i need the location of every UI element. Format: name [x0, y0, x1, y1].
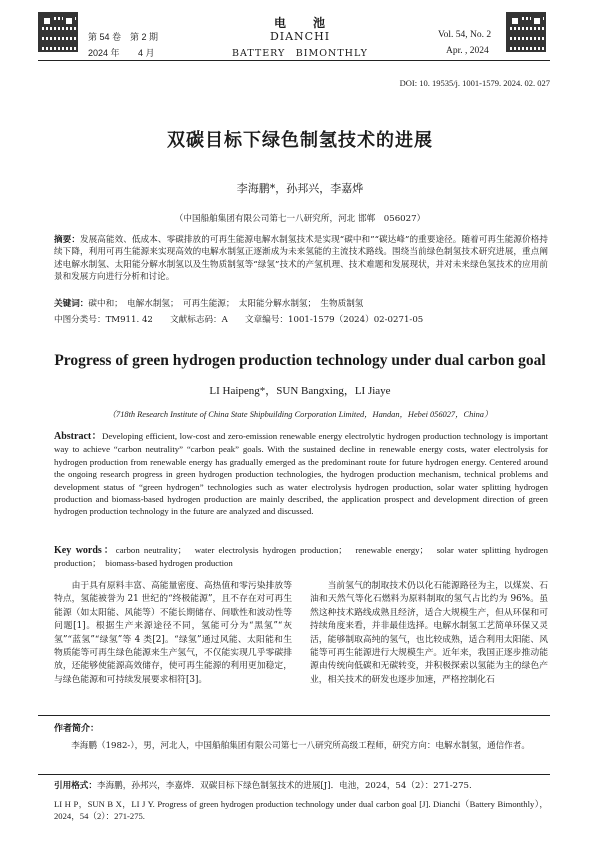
abstract-cn — [54, 234, 548, 284]
classification-cn: 中图分类号：TM911. 42 文献标志码：A 文章编号：1001-1579（2024）02-0271-05 — [54, 315, 424, 325]
keywords-cn-label: 关键词： — [54, 299, 89, 309]
body-column-right: 当前氢气的制取技术仍以化石能源路径为主，以煤炭、石油和天然气等化石燃料为原料制取的氢气占比约为 96%。虽然这种技术路线成熟且经济，适合大规模生产，但从环保和可持续角度来看，并非最佳选择。电解水制氢工艺简单环保又灵活，能够制取高纯的氢气，也比较成熟，适合利用太阳能、风能等可再生能源进行大规模生产。近年来，我国正逐步推动能源由传统向低碳和无碳转变，并积极探索以氢能为主的绿色产业，相关技术的研发也逐步加速，严格控制化石 — [310, 581, 548, 685]
abstract-en-text: Developing efficient, low-cost and zero-emission renewable energy electrolytic hydrogen production technology is important way to achieve “carbon neutrality” “carbon peak” goals. With the sustained decline in renewable energy costs, water electrolysis for hydrogen production from renewable energy has gradually emerged as the predominant route for future hydrogen energy. Centered around the ongoing research progress in green hydrogen production technologies, the hydrogen production mechanism, technical problems and development status of “green hydrogen” technologies such as water electrolysis hydrogen production, solar water splitting hydrogen production and biomass-based hydrogen production are mainly described, the application prospect and development direction of green hydrogen production technology in the future are analyzed and discussed. — [54, 431, 548, 517]
keywords-cn-text: 碳中和； 电解水制氢； 可再生能源； 太阳能分解水制氢； 生物质制氢 — [88, 299, 364, 309]
citation-rule — [38, 774, 550, 775]
citation-cn — [54, 780, 548, 792]
affiliation-en: （718th Research Institute of China State Shipbuilding Corporation Limited，Handan，Hebei 056027，China） — [107, 410, 493, 419]
header-volume-en: Vol. 54, No. 2 — [438, 30, 492, 40]
header-year-cn: 2024 年 — [88, 48, 120, 58]
keywords-cn — [54, 298, 548, 310]
doi: DOI: 10. 19535/j. 1001-1579. 2024. 02. 027 — [399, 78, 550, 88]
paper-title-cn: 双碳目标下绿色制氢技术的进展 — [167, 130, 433, 151]
footnote-rule — [38, 715, 550, 716]
author-info: 李海鹏（1982-），男，河北人，中国船舶集团有限公司第七一八研究所高级工程师，研究方向：电解水制氢，通信作者。 — [71, 741, 530, 751]
qr-code-right — [506, 12, 546, 52]
header-issue-cn: 第 2 期 — [130, 32, 159, 42]
header-volume-cn: 第 54 卷 — [88, 32, 122, 42]
author-info-label: 作者简介： — [54, 724, 100, 734]
journal-subtitle-en: BATTERY BIMONTHLY — [232, 48, 368, 59]
affiliation-cn: （中国船舶集团有限公司第七一八研究所，河北 邯郸 056027） — [174, 214, 426, 224]
abstract-cn-text: 发展高能效、低成本、零碳排放的可再生能源电解水制氢技术是实现“碳中和”“碳达峰”的重要途径。随着可再生能源价格持续下降，利用可再生能源来实现高效的电解水制氢正逐渐成为未来氢能的主流技术路线。围绕当前绿色制氢技术研究进展，重点阐述电解水制氢、太阳能分解水制氢以及生物质制氢等“绿氢”技术的产氢机理、技术难题和发展现状，并对未来绿色氢技术的应用前景和发展方向进行分析和讨论。 — [54, 235, 548, 283]
citation-cn-text: 李海鹏，孙邦兴，李嘉烨．双碳目标下绿色制氢技术的进展[J]．电池，2024，54（2）：271-275. — [96, 781, 472, 791]
qr-code-left — [38, 12, 78, 52]
authors-cn: 李海鹏*，孙邦兴，李嘉烨 — [236, 182, 364, 195]
journal-title-en: DIANCHI — [269, 30, 331, 43]
citation-en: LI H P，SUN B X，LI J Y. Progress of green hydrogen production technology under dual carbon goal [J]. Dianchi（Battery Bimonthly），2024，54（2）：271-275. — [54, 799, 548, 822]
citation-cn-label: 引用格式： — [54, 781, 97, 791]
body-column-left: 由于具有原料丰富、高能量密度、高热值和零污染排放等特点，氢能被誉为 21 世纪的“终极能源”，且不存在对可再生能源（如太阳能、风能等）不能长期储存、间歇性和波动性等问题[1]。根据生产来源途径不同，氢能可分为“黑氢”“灰氢”“蓝氢”“绿氢”等 4 类[2]。“绿氢”通过风能、太阳能和生物质能等可再生绿色能源来生产氢气，不仅能实现几乎零碳排放，还能够使能源高效储存，使可再生能源的利用更加稳定，与绿色能源和可持续发展要求相符[3]。 — [54, 581, 292, 685]
header-month-cn: 4 月 — [138, 48, 155, 58]
authors-en: LI Haipeng*，SUN Bangxing，LI Jiaye — [209, 385, 391, 397]
abstract-en-label: Abstract： — [54, 431, 103, 442]
paper-title-en: Progress of green hydrogen production technology under dual carbon goal — [54, 352, 546, 369]
keywords-en-text: carbon neutrality； water electrolysis hydrogen production； renewable energy； solar water splitting hydrogen production； biomass-based hydrogen production — [54, 545, 548, 569]
header-rule — [38, 60, 550, 61]
journal-title-cn: 电 池 — [273, 16, 326, 30]
keywords-en — [54, 544, 548, 570]
abstract-en — [54, 430, 548, 518]
abstract-cn-label: 摘要： — [54, 235, 80, 245]
header-date-en: Apr. , 2024 — [446, 46, 489, 56]
keywords-en-label: Key words： — [54, 545, 116, 556]
